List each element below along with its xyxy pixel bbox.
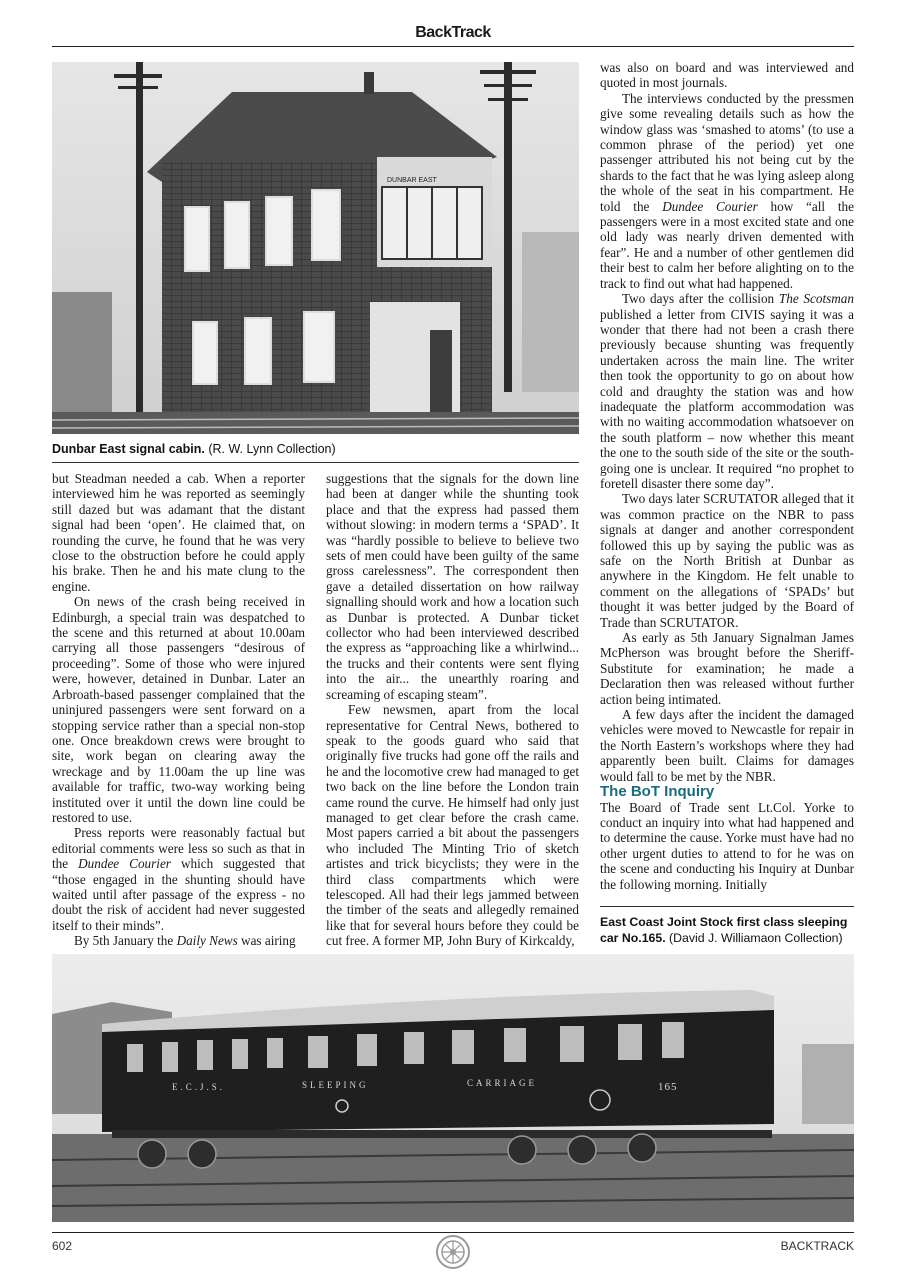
paragraph: was also on board and was interviewed and quoted in most journals. [600, 60, 854, 91]
car-lettering-ecjs: E.C.J.S. [172, 1082, 226, 1092]
caption-credit: (David J. Williamaon Collection) [669, 931, 843, 945]
masthead-title: BackTrack [415, 24, 491, 41]
car-lettering-carriage: CARRIAGE [467, 1078, 538, 1088]
caption-divider [52, 462, 579, 463]
column-2 [326, 471, 579, 949]
caption-divider [600, 906, 854, 907]
paragraph: Two days after the collision The Scotsman published a letter from CIVIS saying it was a wonder that there had not been a crash there previously because shunting was frequently undertaken across the main line. The writer then took the opportunity to go on about how cold and draughty the station was and how inadequate the platform accommodation was with no waiting accommodation whatsoever on the south platform – now whether this meant the one to the south side of the site or the south-going one is unclear. It required “no prophet to foretell disaster there some day”. [600, 291, 854, 491]
paragraph: As early as 5th January Signalman James McPherson was brought before the Sheriff-Substitute for examination; he made a Declaration then was released without further action being intimated. [600, 630, 854, 707]
paragraph: On news of the crash being received in Edinburgh, a special train was despatched to the scene and this returned at about 10.00am carrying all those passengers “desirous of proceeding”. Some of those who were injured were, however, detained in Dunbar. Later an Arbroath-based passenger complained that the uninjured passengers were sent forward on a stopping service rather than a special non-stop one. Once breakdown crews were brought to site, work began on clearing away the wreckage and by 11.00am the up line was available for traffic, two-way working being instituted over it until the down line could be restored to use. [52, 594, 305, 825]
sleeping-car-photo [52, 954, 854, 1222]
paragraph: Few newsmen, apart from the local representative for Central News, bothered to speak to the goods guard who said that originally five trucks had gone off the rails and he and the locomotive crew had managed to get two back on the line before the London train came round the curve. He himself had only just managed to get clear before the crash came. Most papers carried a bit about the passengers who included The Minting Trio of sketch artistes and trick bicyclists; they were in the third class compartments which were telescoped. All had their legs jammed between the timber of the seats and allegedly remained like that for several hours before they could be cut free. A former MP, John Bury of Kirkcaldy, [326, 702, 579, 949]
car-number: 165 [658, 1081, 678, 1093]
signal-cabin-caption [52, 441, 579, 457]
signal-cabin-photo [52, 62, 579, 434]
column-1 [52, 471, 305, 949]
paragraph: The Board of Trade sent Lt.Col. Yorke to conduct an inquiry into what had happened and to determine the cause. Yorke must have had no other urgent duties to attend to for he was on the scene and conducting his Inquiry at Dunbar the following morning. Initially [600, 799, 854, 892]
paragraph: Two days later SCRUTATOR alleged that it was common practice on the NBR to pass signals at danger and another correspondent followed this up by saying the public was as safe on the North British at Dunbar as anywhere in the Kingdom. He felt unable to comment on the allegations of ‘SPADs’ but thought it was better judged by the Board of Trade than SCRUTATOR. [600, 491, 854, 630]
caption-title: Dunbar East signal cabin. [52, 442, 205, 456]
paragraph: A few days after the incident the damaged vehicles were moved to Newcastle for repair in the North Eastern’s workshops where they had apparently been built. Claims for damages would fall to be met by the NBR. [600, 707, 854, 784]
masthead [52, 24, 854, 47]
paragraph: suggestions that the signals for the down line had been at danger while the shunting took place and that the express had passed them without slowing: in modern terms a ‘SPAD’. It was “hardly possible to believe to believe two sets of men could have been guilty of the same gross carelessness”. The correspondent then gave a detailed dissertation on how railway signalling should work and how a location such as Dunbar is protected. A Dunbar ticket collector who had been interviewed described the express as “approaching like a whirlwind... the trucks and their contents were sent flying into the air... the unearthly roaring and screaming of escaping steam”. [326, 471, 579, 702]
section-heading: The BoT Inquiry [600, 783, 715, 801]
paragraph: Press reports were reasonably factual but editorial comments were less so such as that in the Dundee Courier which suggested that “those engaged in the shunting should have waited until after passage of the express - no doubt the risk of accident had never suggested itself to their minds”. [52, 825, 305, 933]
sleeping-car-caption [600, 914, 856, 946]
publication-name: BACKTRACK [780, 1239, 854, 1253]
car-lettering-sleeping: SLEEPING [302, 1080, 369, 1090]
column-3 [600, 60, 854, 892]
caption-title: East Coast Joint Stock first class sleeping car No.165. [600, 915, 848, 945]
page-footer [52, 1232, 854, 1263]
page-number: 602 [52, 1239, 73, 1253]
paragraph: The interviews conducted by the pressmen give some revealing details such as how the window glass was ‘smashed to atoms’ (to use a common phrase of the period) yet one passenger attributed his not being cut by the shards to the fact that he was lying asleep along the whole of the seat in his compartment. He told the Dundee Courier how “all the passengers were in a most excited state and one old lady was nearly driven demented with fear”. He and a number of other gentlemen did their best to calm her before alighting on to the track to find out what had happened. [600, 90, 854, 291]
paragraph: but Steadman needed a cab. When a reporter interviewed him he was reported as seemingly still dazed but was adamant that the distant signal had been ‘open’. He claimed that, on rounding the curve, he found that he was very close to the obstruction before he could apply his brake. Then he and his mate clung to the engine. [52, 471, 305, 594]
paragraph: By 5th January the Daily News was airing [74, 933, 296, 949]
wheel-logo-icon [435, 1234, 471, 1273]
cabin-sign: DUNBAR EAST [387, 177, 437, 184]
caption-credit: (R. W. Lynn Collection) [208, 442, 336, 456]
